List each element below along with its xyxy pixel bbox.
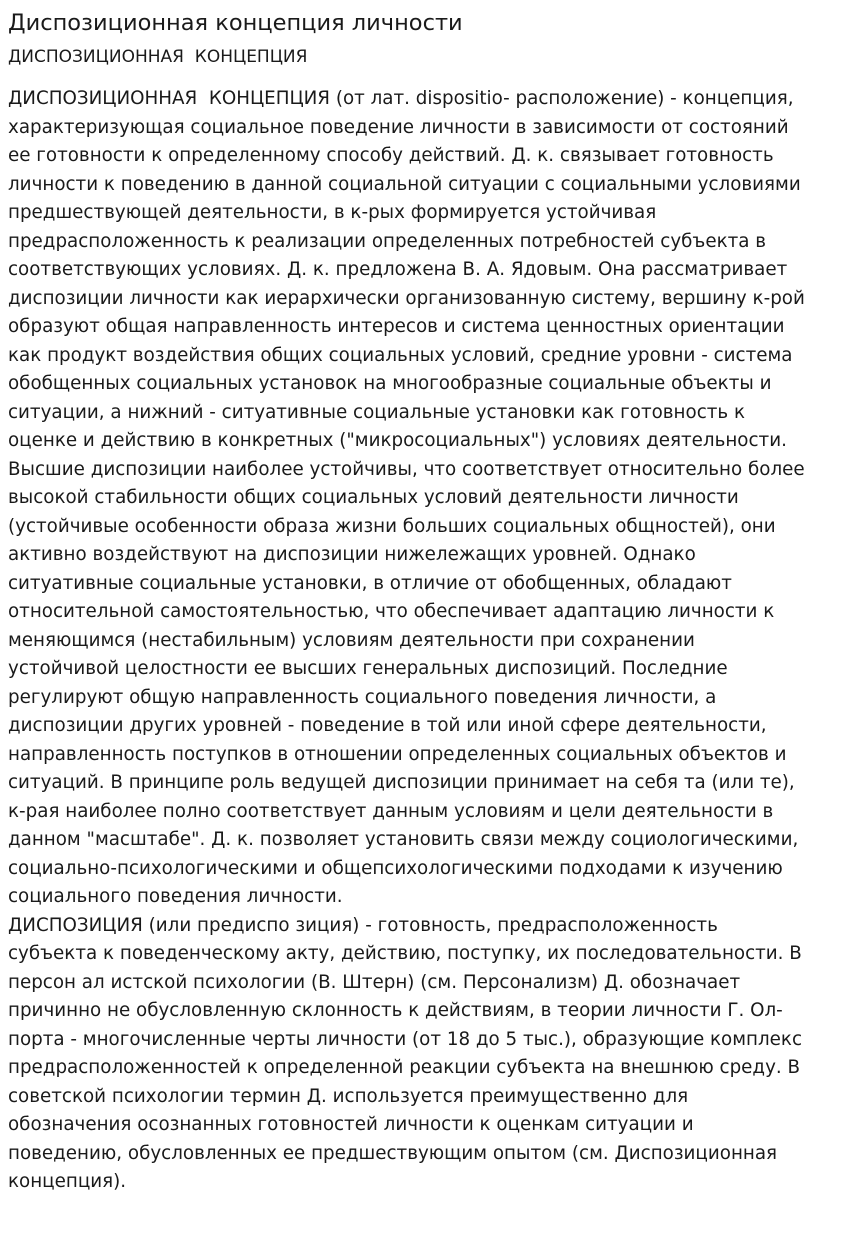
- text-line: причинно не обусловленную склонность к действиям, в теории личности Г. Ол-: [8, 1000, 783, 1021]
- text-line: к-рая наиболее полно соответствует данным условиям и цели деятельности в: [8, 800, 774, 822]
- text-line: ее готовности к определенному способу действий. Д. к. связывает готовность: [8, 145, 774, 166]
- text-line: образуют общая направленность интересов и система ценностных ориентации: [8, 316, 785, 337]
- text-line: обозначения осознанных готовностей личности к оценкам ситуации и: [8, 1114, 694, 1135]
- text-line: как продукт воздействия общих социальных условий, средние уровни - система: [8, 344, 793, 366]
- text-line: ДИСПОЗИЦИОННАЯ КОНЦЕПЦИЯ (от лат. dispositio- расположение) - концепция,: [8, 88, 794, 109]
- text-line: персон ал истской психологии (В. Штерн) (см. Персонализм) Д. обозначает: [8, 971, 741, 993]
- article-body: [8, 85, 839, 1197]
- text-line: личности к поведению в данной социальной ситуации с социальными условиями: [8, 173, 801, 195]
- text-line: субъекта к поведенческому акту, действию, поступку, их последовательности. В: [8, 943, 802, 964]
- text-line: данном "масштабе". Д. к. позволяет установить связи между социологическими,: [8, 829, 799, 850]
- text-line: предшествующей деятельности, в к-рых формируется устойчивая: [8, 202, 657, 223]
- text-line: характеризующая социальное поведение личности в зависимости от состояний: [8, 116, 789, 138]
- text-line: относительной самостоятельностью, что обеспечивает адаптацию личности к: [8, 601, 775, 622]
- text-line: ДИСПОЗИЦИЯ (или предиспо зиция) - готовность, предрасположенность: [8, 914, 718, 936]
- text-line: устойчивой целостности ее высших генеральных диспозиций. Последние: [8, 658, 728, 679]
- text-line: предрасположенностей к определенной реакции субъекта на внешнюю среду. В: [8, 1057, 801, 1078]
- article-heading: ДИСПОЗИЦИОННАЯ КОНЦЕПЦИЯ: [8, 47, 308, 67]
- text-line: (устойчивые особенности образа жизни больших социальных общностей), они: [8, 515, 776, 537]
- text-line: ситуации, а нижний - ситуативные социальные установки как готовность к: [8, 401, 746, 423]
- text-line: меняющимся (нестабильным) условиям деятельности при сохранении: [8, 629, 695, 651]
- text-line: активно воздействуют на диспозиции нижележащих уровней. Однако: [8, 544, 696, 565]
- text-line: ситуативные социальные установки, в отличие от обобщенных, обладают: [8, 572, 732, 594]
- text-line: социального поведения личности.: [8, 886, 343, 907]
- text-line: направленность поступков в отношении определенных социальных объектов и: [8, 743, 787, 765]
- text-line: регулируют общую направленность социального поведения личности, а: [8, 686, 717, 708]
- text-line: поведению, обусловленных ее предшествующим опытом (см. Диспозиционная: [8, 1142, 778, 1164]
- text-line: высокой стабильности общих социальных условий деятельности личности: [8, 487, 739, 508]
- text-line: концепция).: [8, 1171, 127, 1192]
- text-line: обобщенных социальных установок на многообразные социальные объекты и: [8, 373, 772, 394]
- text-line: ситуаций. В принципе роль ведущей диспозиции принимает на себя та (или те),: [8, 772, 795, 793]
- text-line: оценке и действию в конкретных ("микросоциальных") условиях деятельности.: [8, 430, 787, 451]
- page-title: Диспозиционная концепция личности: [8, 10, 463, 36]
- text-line: социально-психологическими и общепсихологическими подходами к изучению: [8, 857, 783, 879]
- text-line: предрасположенность к реализации определенных потребностей субъекта в: [8, 230, 767, 252]
- text-line: соответствующих условиях. Д. к. предложена В. А. Ядовым. Она рассматривает: [8, 259, 788, 280]
- text-line: советской психологии термин Д. используется преимущественно для: [8, 1085, 689, 1107]
- text-line: диспозиции личности как иерархически организованную систему, вершину к-рой: [8, 287, 805, 309]
- text-line: Высшие диспозиции наиболее устойчивы, что соответствует относительно более: [8, 458, 805, 480]
- text-line: диспозиции других уровней - поведение в той или иной сфере деятельности,: [8, 715, 767, 736]
- text-line: порта - многочисленные черты личности (от 18 до 5 тыс.), образующие комплекс: [8, 1028, 803, 1050]
